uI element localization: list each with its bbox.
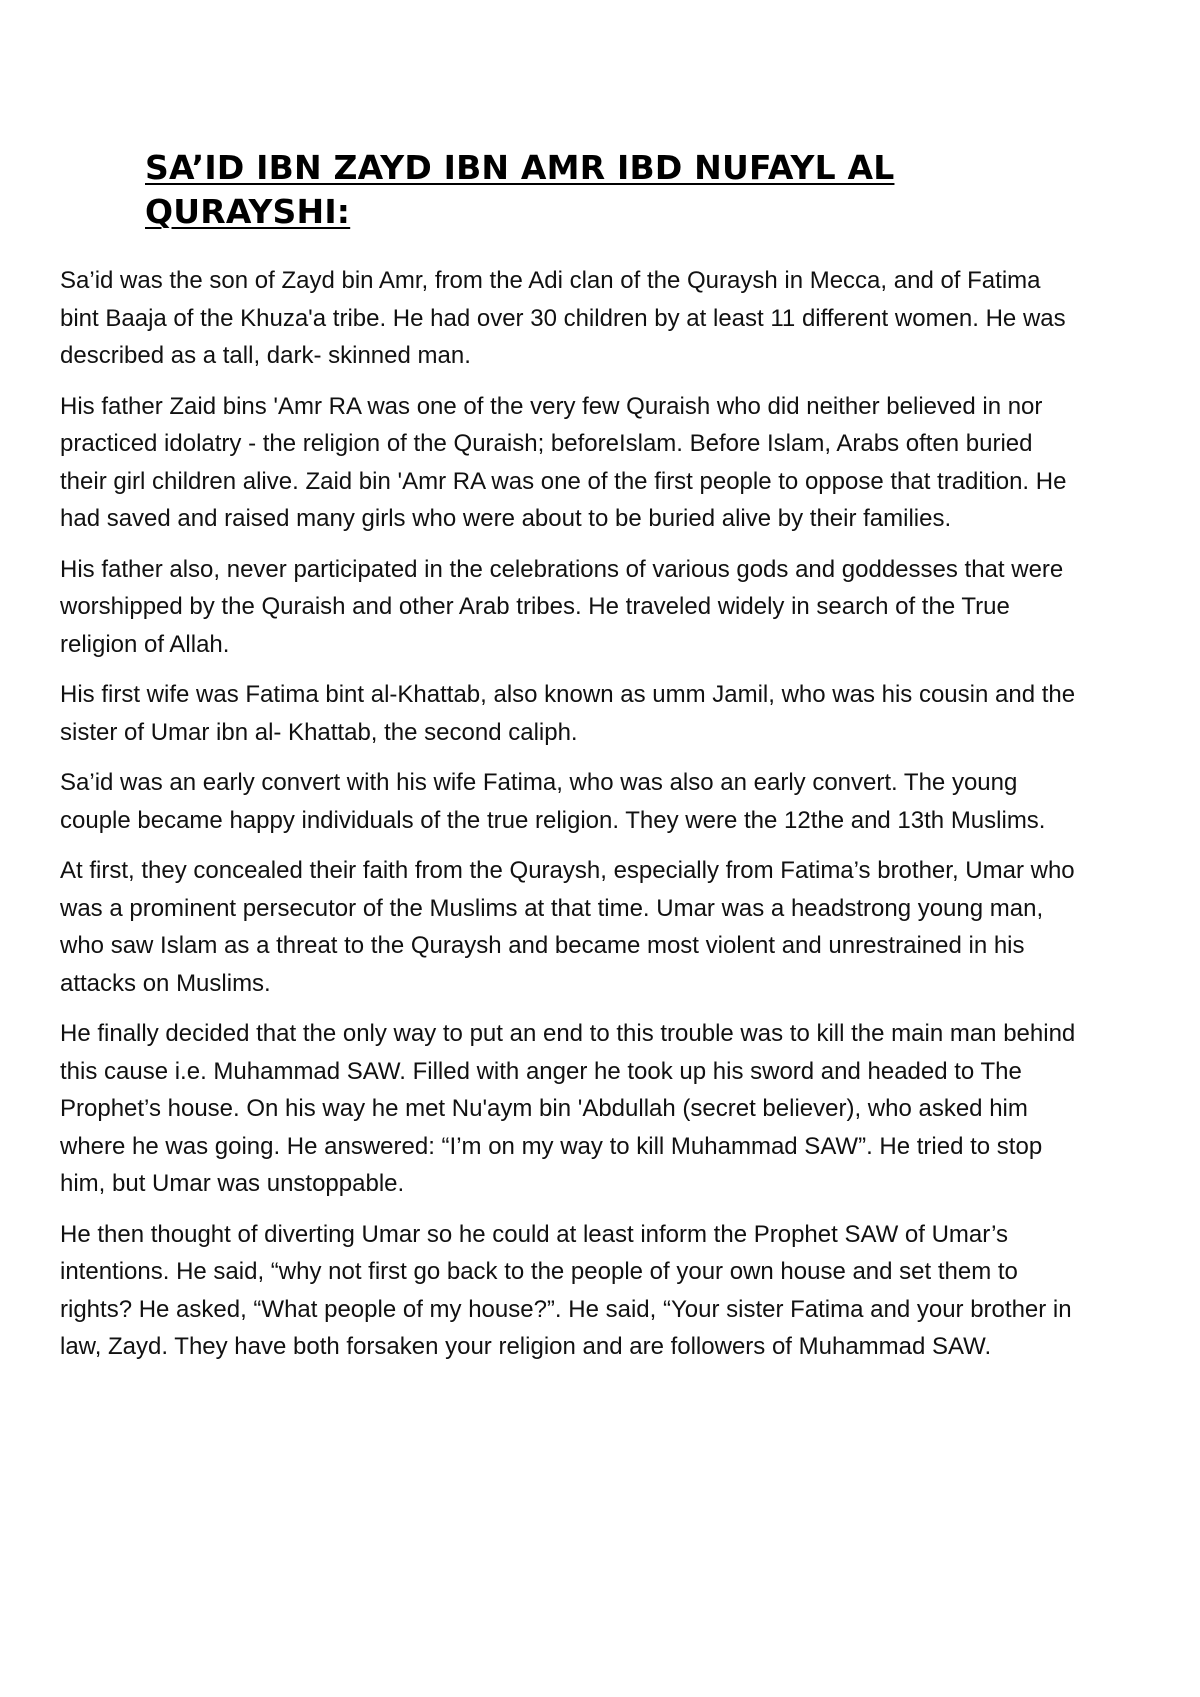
paragraph: His father Zaid bins 'Amr RA was one of the very few Quraish who did neither believed in nor practiced idolatry - the religion of the Quraish; beforeIslam. Before Islam, Arabs often buried their girl children alive. Zaid bin 'Amr RA was one of the first people to oppose that tradition. He had saved and raised many girls who were about to be buried alive by their families.: [60, 392, 1067, 532]
paragraph: His first wife was Fatima bint al-Khattab, also known as umm Jamil, who was his cousin and the sister of Umar ibn al- Khattab, the second caliph.: [60, 681, 1076, 746]
paragraph: At first, they concealed their faith from the Quraysh, especially from Fatima’s brother, Umar who was a prominent persecutor of the Muslims at that time. Umar was a headstrong young man, who saw Islam as a threat to the Quraysh and became most violent and unrestrained in his attacks on Muslims.: [60, 857, 1075, 997]
document-body: [60, 262, 1080, 1379]
paragraph: He finally decided that the only way to put an end to this trouble was to kill the main man behind this cause i.e. Muhammad SAW. Filled with anger he took up his sword and headed to The Prophet’s house. On his way he met Nu'aym bin 'Abdullah (secret believer), who asked him where he was going. He answered: “I’m on my way to kill Muhammad SAW”. He tried to stop him, but Umar was unstoppable.: [60, 1020, 1076, 1197]
paragraph: Sa’id was an early convert with his wife Fatima, who was also an early convert. The young couple became happy individuals of the true religion. They were the 12the and 13th Muslims.: [60, 769, 1046, 834]
paragraph: He then thought of diverting Umar so he could at least inform the Prophet SAW of Umar’s intentions. He said, “why not first go back to the people of your own house and set them to rights? He asked, “What people of my house?”. He said, “Your sister Fatima and your brother in law, Zayd. They have both forsaken your religion and are followers of Muhammad SAW.: [60, 1220, 1072, 1360]
paragraph: Sa’id was the son of Zayd bin Amr, from the Adi clan of the Quraysh in Mecca, and of Fatima bint Baaja of the Khuza'a tribe. He had over 30 children by at least 11 different women. He was described as a tall, dark- skinned man.: [60, 267, 1066, 369]
document-title: SA’ID IBN ZAYD IBN AMR IBD NUFAYL AL QURAYSHI:: [145, 148, 895, 231]
paragraph: His father also, never participated in the celebrations of various gods and goddesses that were worshipped by the Quraish and other Arab tribes. He traveled widely in search of the True religion of Allah.: [60, 555, 1064, 658]
